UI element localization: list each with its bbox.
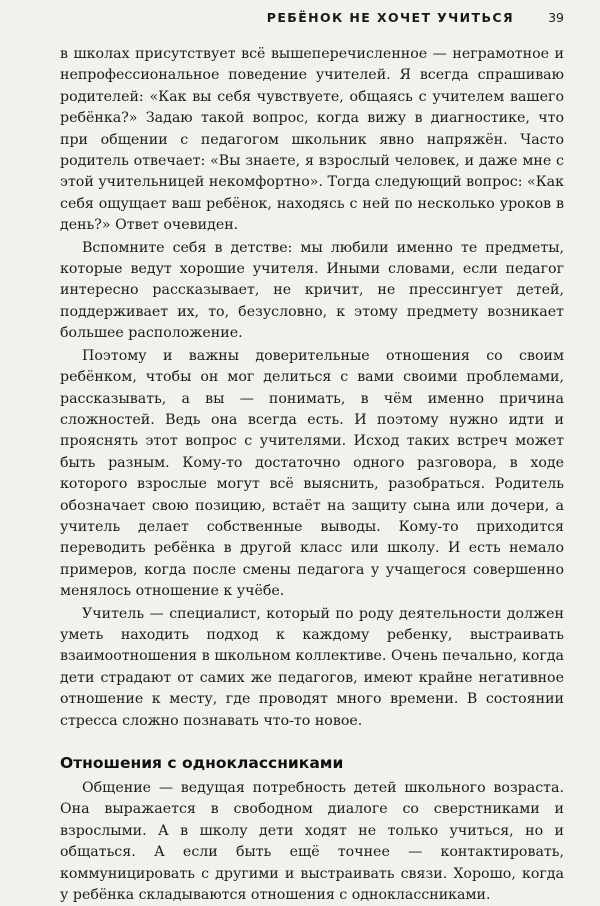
paragraph-4: Учитель — специалист, который по роду деятельности должен уметь находить подход к каждому ребенку, выстраивать взаимоотношения в школьном коллективе. Очень печально, когда дети страдают от самих же педагогов, имеют крайне негативное отношение к месту, где проводят много времени. В состоянии стресса сложно познавать что-то новое. [60,605,564,729]
page-body [60,44,564,906]
section-paragraph: Общение — ведущая потребность детей школьного возраста. Она выражается в свободном диалоге со сверстниками и взрослыми. А в школу дети ходят не только учиться, но и общаться. А если быть ещё точнее — контактировать, коммуницировать с другими и выстраивать связи. Хорошо, когда у ребёнка складываются отношения с одноклассниками. [60,780,564,904]
paragraph-2: Вспомните себя в детстве: мы любили именно те предметы, которые ведут хорошие учителя. Иными словами, если педагог интересно рассказывает, не кричит, не прессингует детей, поддерживает их, то, безусловно, к этому предмету возникает большее расположение. [60,239,564,342]
paragraph-1: в школах присутствует всё вышеперечисленное — неграмотное и непрофессиональное поведение учителей. Я всегда спрашиваю родителей: «Как вы себя чувствуете, общаясь с учителем вашего ребёнка?» Задаю такой вопрос, когда вижу в диагностике, что при общении с педагогом школьник явно напряжён. Часто родитель отвечает: «Вы знаете, я взрослый человек, и даже мне с этой учительницей некомфортно». Тогда следующий вопрос: «Как себя ощущает ваш ребёнок, находясь с ней по несколько уроков в день?» Ответ очевиден. [60,46,564,234]
section-heading: Отношения с одноклассниками [60,754,344,772]
page-number: 39 [548,10,564,25]
running-title: РЕБЁНОК НЕ ХОЧЕТ УЧИТЬСЯ [266,10,514,25]
page-header [60,10,564,30]
paragraph-3: Поэтому и важны доверительные отношения со своим ребёнком, чтобы он мог делиться с вами своими проблемами, рассказывать, а вы — понимать, в чём именно причина сложностей. Ведь она всегда есть. И поэтому нужно идти и прояснять этот вопрос с учителями. Исход таких встреч может быть разным. Кому-то достаточно одного разговора, в ходе которого взрослые могут всё выяснить, разобраться. Родитель обозначает свою позицию, встаёт на защиту сына или дочери, а учитель делает собственные выводы. Кому-то приходится переводить ребёнка в другой класс или школу. И есть немало примеров, когда после смены педагога у учащегося совершенно менялось отношение к учёбе. [60,347,564,600]
